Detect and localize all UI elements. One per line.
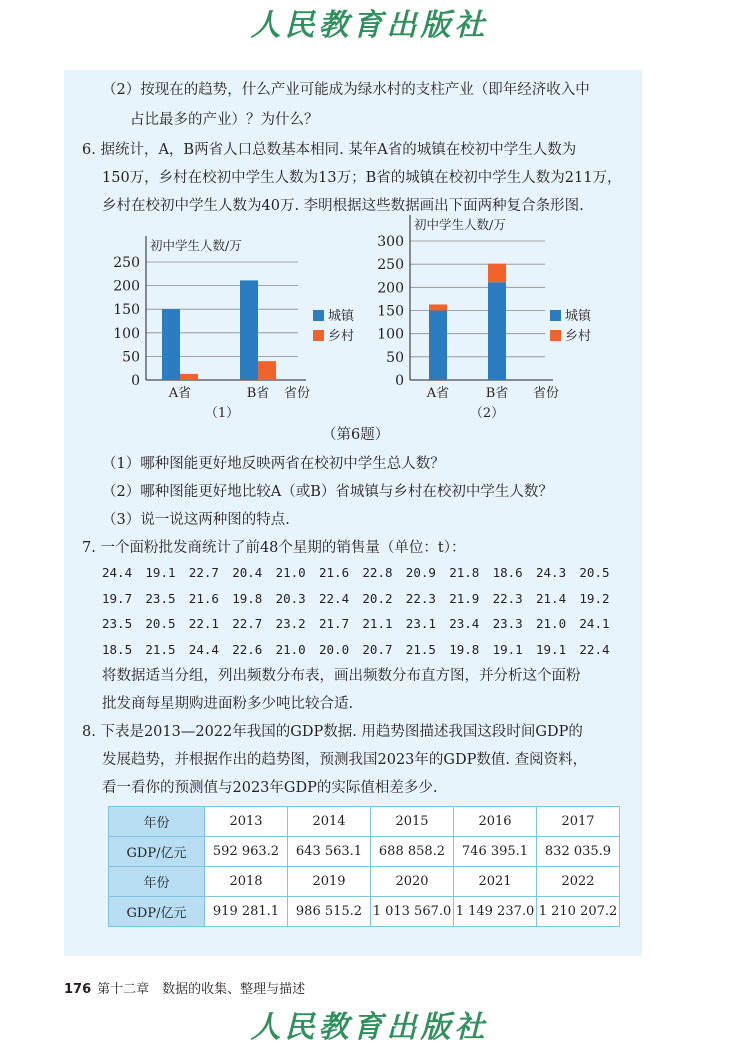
- q7-text-line1: 7. 一个面粉批发商统计了前48个星期的销售量（单位：t）：: [82, 540, 466, 556]
- data-value: 21.4: [536, 590, 567, 606]
- data-value: 20.2: [362, 590, 393, 606]
- data-value: 21.8: [449, 565, 480, 580]
- data-value: 20.7: [362, 641, 393, 657]
- q8-text-line3: 看一看你的预测值与2023年GDP的实际值相差多少.: [102, 780, 438, 796]
- chart-caption: （2）: [469, 406, 505, 421]
- data-value: 23.2: [275, 616, 306, 631]
- data-value: 24.4: [188, 641, 219, 657]
- y-tick-label: 100: [113, 325, 140, 342]
- chapter-title: 第十二章 数据的收集、整理与描述: [97, 982, 306, 997]
- data-value: 19.1: [145, 565, 176, 580]
- data-value: 18.5: [102, 641, 133, 657]
- gdp-cell: 1 210 207.2: [537, 897, 620, 927]
- data-value: 21.5: [145, 641, 176, 657]
- y-tick-label: 50: [122, 349, 140, 366]
- chart-caption: （1）: [204, 406, 240, 421]
- bar-urban-b: [488, 282, 506, 380]
- q6-text-line2: 150万，乡村在校初中学生人数为13万；B省的城镇在校初中学生人数为211万，: [102, 170, 622, 186]
- data-value: 19.8: [449, 641, 480, 657]
- data-value: 19.1: [536, 641, 567, 657]
- legend-swatch-urban: [550, 310, 561, 321]
- data-value: 22.4: [319, 590, 350, 606]
- year-cell: 2015: [371, 807, 454, 837]
- q6-text-line1: 6. 据统计，A，B两省人口总数基本相同. 某年A省的城镇在校初中学生人数为: [82, 142, 577, 158]
- year-cell: 2016: [454, 807, 537, 837]
- data-value: 22.3: [405, 590, 436, 606]
- y-tick-label: 150: [377, 303, 404, 320]
- table-row: [109, 897, 620, 927]
- bar-urban-a: [429, 311, 447, 381]
- y-axis-label: 初中学生人数/万: [150, 238, 242, 253]
- year-cell: 2017: [537, 807, 620, 837]
- q5-2-text-line1: （2）按现在的趋势，什么产业可能成为绿水村的支柱产业（即年经济收入中: [102, 82, 590, 98]
- y-tick-label: 300: [377, 234, 404, 250]
- chart-1: [113, 236, 355, 421]
- x-axis-label: 省份: [532, 386, 560, 401]
- gdp-cell: 592 963.2: [205, 837, 288, 867]
- data-value: 20.3: [275, 590, 306, 606]
- x-axis-label: 省份: [283, 386, 311, 401]
- legend-label: 乡村: [328, 329, 355, 344]
- data-value: 23.5: [102, 616, 133, 631]
- bar-rural-b: [258, 361, 276, 380]
- year-header: 年份: [109, 867, 205, 897]
- data-value: 20.4: [232, 565, 263, 580]
- q6-sub3: （3）说一说这两种图的特点.: [102, 512, 290, 528]
- data-value: 24.1: [579, 616, 610, 631]
- year-header: 年份: [109, 807, 205, 837]
- gdp-cell: 919 281.1: [205, 897, 288, 927]
- data-value: 19.8: [232, 590, 263, 606]
- publisher-logo-bottom: 人民教育出版社: [250, 1010, 489, 1045]
- data-value: 22.3: [492, 590, 523, 606]
- q8-text-line1: 8. 下表是2013—2022年我国的GDP数据. 用趋势图描述我国这段时间GDP的: [82, 724, 583, 740]
- year-cell: 2014: [288, 807, 371, 837]
- y-tick-label: 250: [113, 255, 140, 271]
- data-value: 21.6: [188, 590, 219, 606]
- q7-text-line2: 将数据适当分组，列出频数分布表，画出频数分布直方图，并分析这个面粉: [102, 668, 581, 684]
- data-value: 21.0: [275, 641, 306, 657]
- data-value: 19.7: [102, 590, 133, 606]
- gdp-table: [108, 806, 620, 927]
- y-tick-label: 250: [377, 257, 404, 274]
- bar-rural-a: [180, 374, 198, 380]
- year-cell: 2022: [537, 867, 620, 897]
- gdp-cell: 746 395.1: [454, 837, 537, 867]
- legend-swatch-rural: [313, 330, 324, 341]
- gdp-cell: 1 149 237.0: [454, 897, 537, 927]
- page-footer: [64, 978, 305, 997]
- q5-2-text-line2: 占比最多的产业）？为什么？: [130, 112, 319, 128]
- data-value: 20.9: [405, 565, 436, 580]
- bar-urban-a: [162, 309, 180, 380]
- data-value: 23.1: [405, 616, 436, 631]
- gdp-cell: 986 515.2: [288, 897, 371, 927]
- legend-label: 乡村: [565, 329, 592, 344]
- figure-caption: （第6题）: [322, 427, 390, 443]
- q6-sub1: （1）哪种图能更好地反映两省在校初中学生总人数？: [102, 456, 445, 472]
- data-value: 23.4: [449, 616, 480, 631]
- bar-rural-a: [429, 304, 447, 310]
- year-cell: 2013: [205, 807, 288, 837]
- x-tick-label: B省: [485, 386, 509, 401]
- year-cell: 2018: [205, 867, 288, 897]
- data-value: 23.3: [492, 616, 523, 631]
- data-value: 21.1: [362, 616, 393, 631]
- legend-label: 城镇: [328, 309, 355, 324]
- data-value: 20.5: [145, 616, 176, 631]
- q8-text-line2: 发展趋势，并根据作出的趋势图，预测我国2023年的GDP数值. 查阅资料，: [102, 752, 588, 768]
- data-value: 20.5: [579, 565, 610, 580]
- data-value: 24.4: [102, 565, 133, 580]
- data-value: 21.9: [449, 590, 480, 606]
- data-value: 22.6: [232, 641, 263, 657]
- q6-sub2: （2）哪种图能更好地比较A（或B）省城镇与乡村在校初中学生人数？: [102, 484, 553, 500]
- y-tick-label: 0: [395, 373, 404, 389]
- gdp-cell: 688 858.2: [371, 837, 454, 867]
- year-cell: 2019: [288, 867, 371, 897]
- data-value: 22.7: [188, 565, 219, 580]
- data-value: 22.4: [579, 641, 610, 657]
- gdp-header: GDP/亿元: [109, 897, 205, 927]
- q7-text-line3: 批发商每星期购进面粉多少吨比较合适.: [102, 696, 354, 712]
- data-value: 21.0: [536, 616, 567, 631]
- data-value: 22.8: [362, 565, 393, 580]
- gdp-cell: 832 035.9: [537, 837, 620, 867]
- q6-text-line3: 乡村在校初中学生人数为40万. 李明根据这些数据画出下面两种复合条形图.: [102, 198, 584, 214]
- gdp-header: GDP/亿元: [109, 837, 205, 867]
- chart-2: [377, 215, 592, 421]
- q6-figure: [0, 0, 739, 460]
- data-value: 18.6: [492, 565, 523, 580]
- x-tick-label: A省: [168, 386, 192, 401]
- table-row: [109, 867, 620, 897]
- data-value: 19.1: [492, 641, 523, 657]
- y-tick-label: 0: [131, 373, 140, 389]
- x-tick-label: B省: [246, 386, 270, 401]
- data-value: 21.6: [319, 565, 350, 580]
- data-value: 20.0: [319, 641, 350, 657]
- data-value: 22.1: [188, 616, 219, 631]
- data-value: 24.3: [536, 565, 567, 580]
- bar-rural-b: [488, 264, 506, 283]
- data-value: 22.7: [232, 616, 263, 631]
- gdp-cell: 1 013 567.0: [371, 897, 454, 927]
- gdp-cell: 643 563.1: [288, 837, 371, 867]
- legend-label: 城镇: [565, 309, 592, 324]
- page-number: 176: [64, 982, 92, 997]
- year-cell: 2020: [371, 867, 454, 897]
- y-tick-label: 200: [377, 280, 404, 297]
- table-row: [109, 837, 620, 867]
- y-tick-label: 100: [377, 326, 404, 343]
- data-value: 21.5: [405, 641, 436, 657]
- data-value: 21.0: [275, 565, 306, 580]
- y-tick-label: 50: [386, 349, 404, 366]
- data-value: 19.2: [579, 590, 610, 606]
- bar-urban-b: [240, 280, 258, 380]
- data-value: 23.5: [145, 590, 176, 606]
- table-row: [109, 807, 620, 837]
- data-value: 21.7: [319, 616, 350, 631]
- legend-swatch-rural: [550, 330, 561, 341]
- publisher-logo-top: 人民教育出版社: [250, 8, 489, 43]
- x-tick-label: A省: [426, 386, 450, 401]
- legend-swatch-urban: [313, 310, 324, 321]
- y-axis-label: 初中学生人数/万: [414, 217, 506, 232]
- y-tick-label: 200: [113, 278, 140, 295]
- year-cell: 2021: [454, 867, 537, 897]
- y-tick-label: 150: [113, 302, 140, 319]
